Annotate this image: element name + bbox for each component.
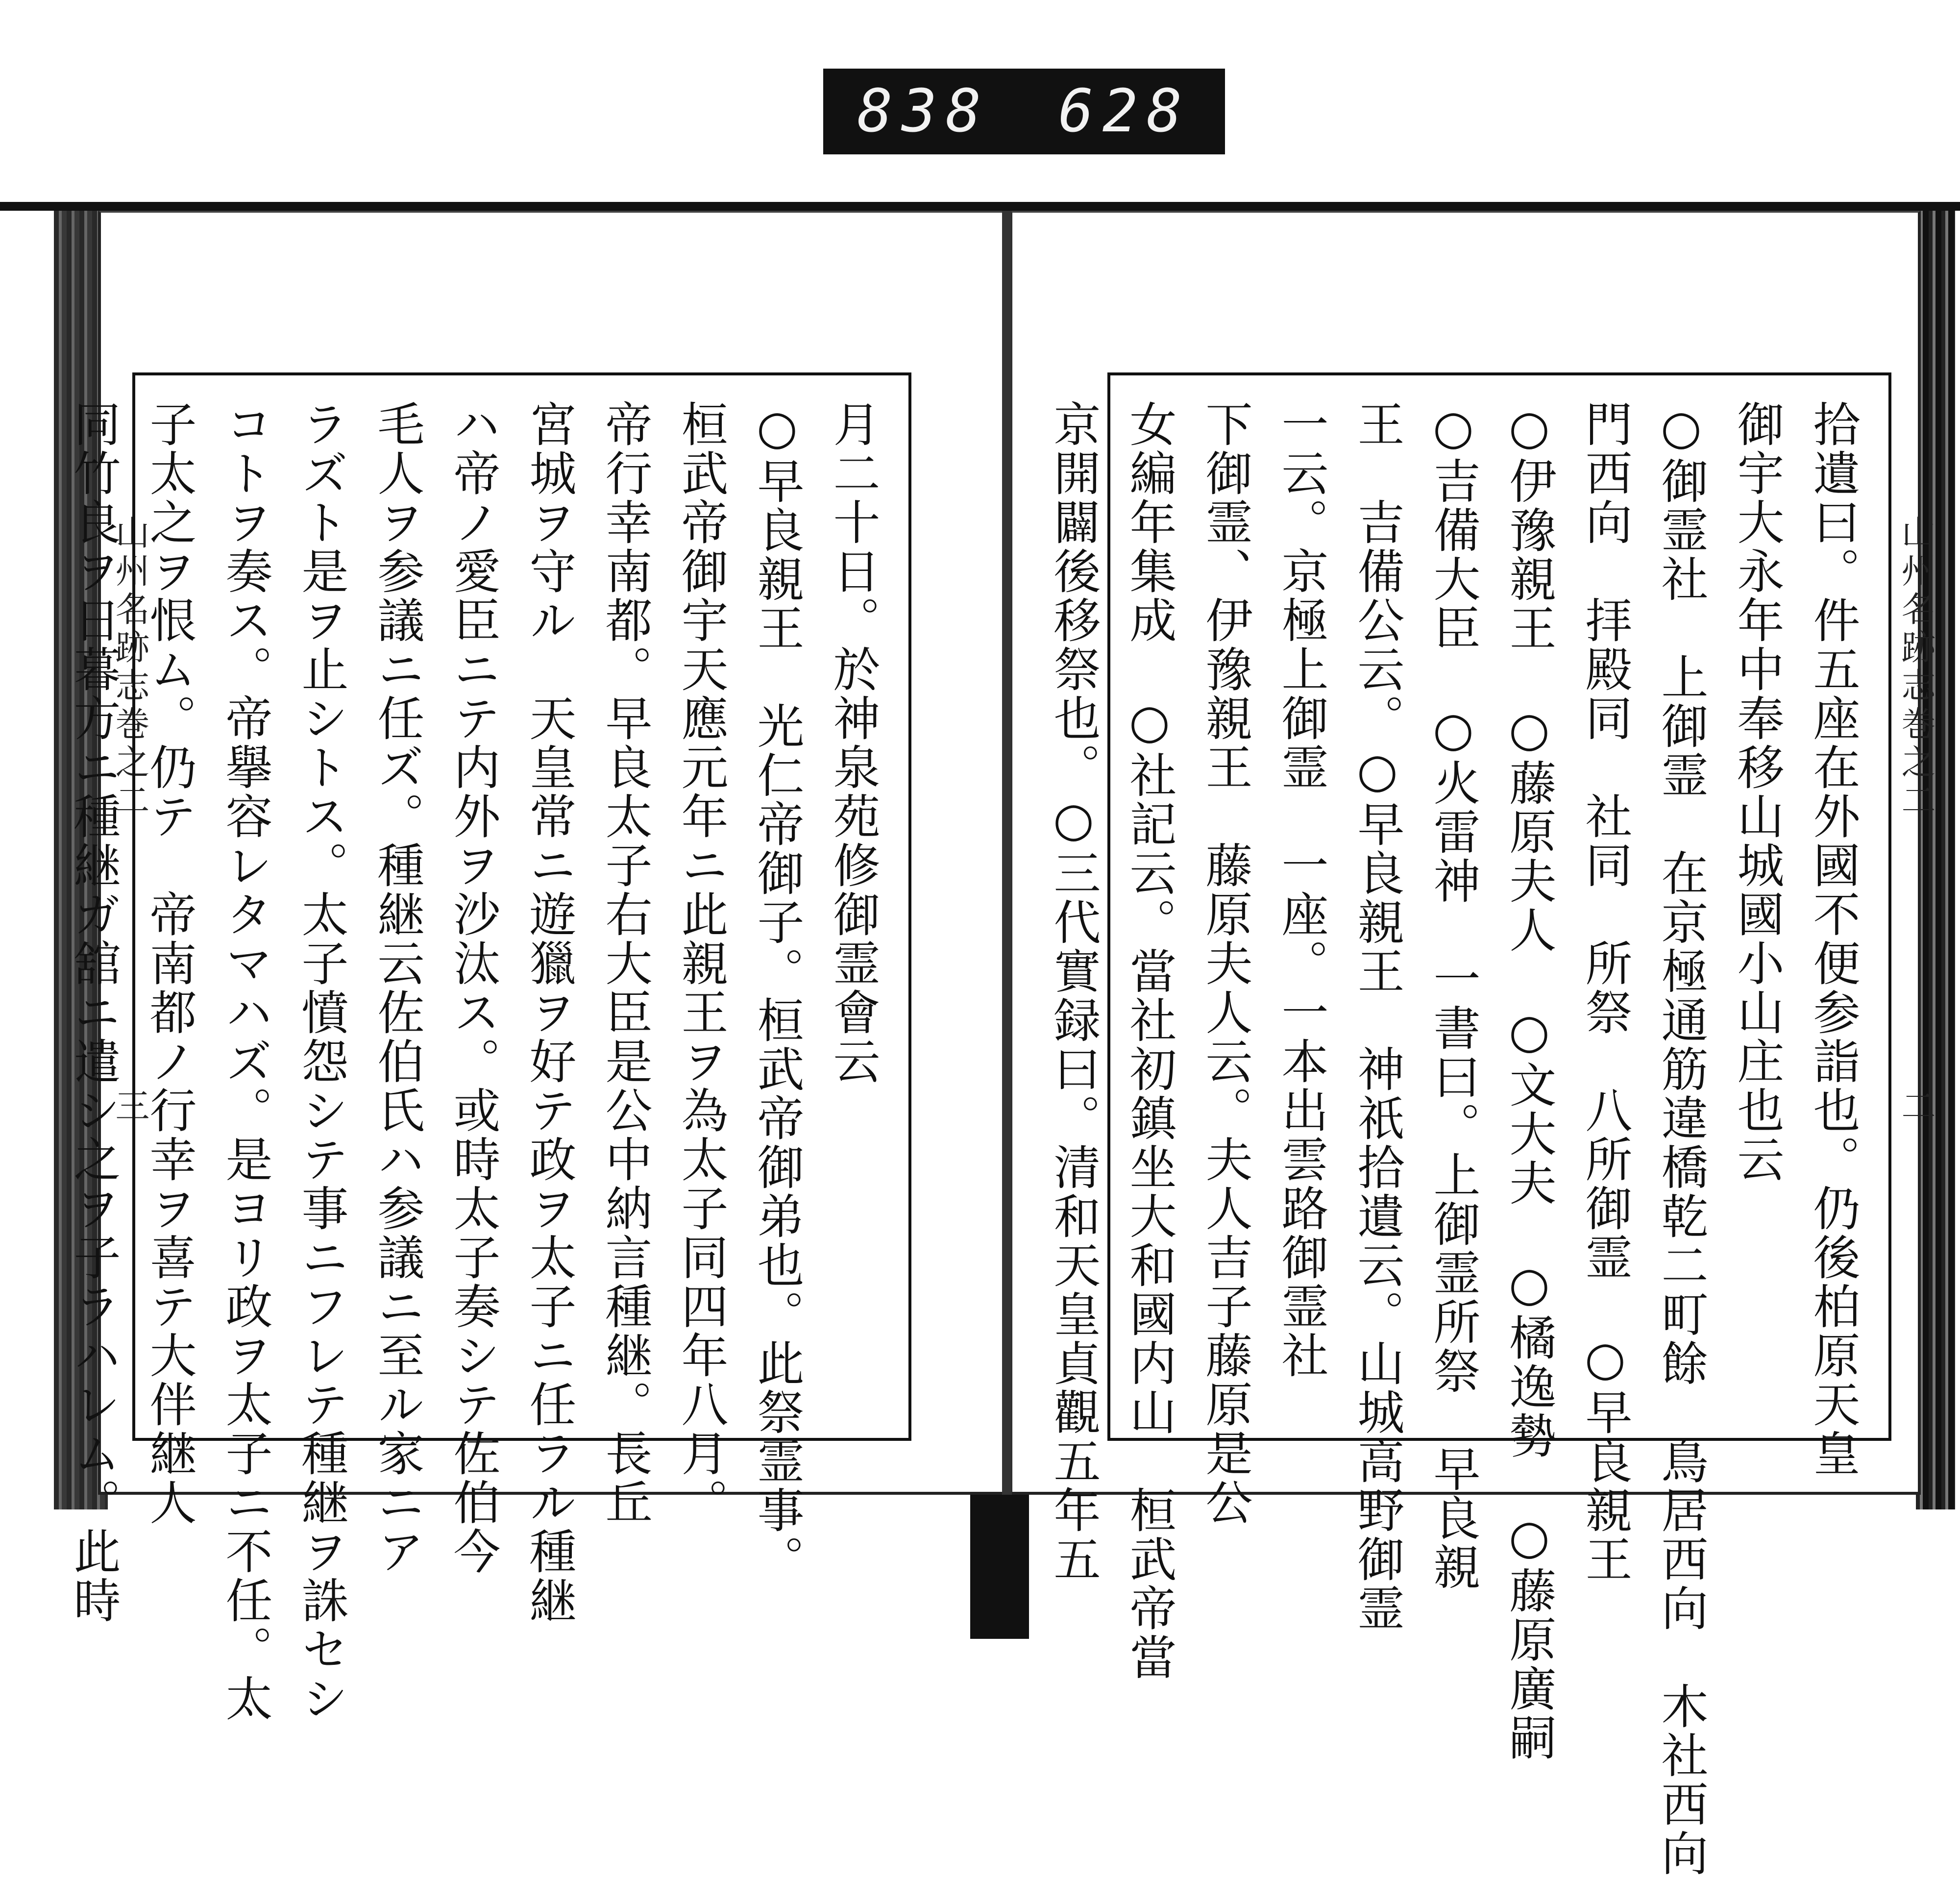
text-column: ラズト是ヲ止シトス。太子憤怨シテ事ニフレテ種継ヲ誅セシ [294,400,349,1723]
text-column: 桓武帝御宇天應元年ニ此親王ヲ為太子同四年八月。 [674,400,729,1527]
frame-right-number: 628 [1058,77,1191,146]
text-column: 拾遺曰。件五座在外國不便参詣也。仍後柏原天皇 [1806,400,1861,1478]
text-column: 王 吉備公云。○早良親王 神祇拾遺云。山城高野御霊 [1350,400,1405,1633]
binding-center [970,1495,1029,1639]
text-column: 御宇大永年中奉移山城國小山庄也云 [1730,400,1785,1184]
text-column: ○早良親王 光仁帝御子。桓武帝御弟也。此祭霊事。 [750,400,805,1584]
text-column: ○吉備大臣 ○火雷神 一書曰。上御霊所祭 早良親 [1426,400,1481,1592]
frame-number-label [823,69,1225,154]
text-column: 女編年集成 ○社記云。當社初鎮坐大和國内山 桓武帝當 [1122,400,1177,1682]
text-column: 宮城ヲ守ル 天皇常ニ遊獵ヲ好テ政ヲ太子ニ任ラル種継 [522,400,577,1625]
text-column: コトヲ奏ス。帝擧容レタマハズ。是ヨリ政ヲ太子ニ不任。太 [218,400,273,1723]
book-spine-right [1916,211,1955,1509]
text-column: 毛人ヲ参議ニ任ズ。種継云佐伯氏ハ参議ニ至ル家ニア [370,400,425,1576]
text-column: 子太之ヲ恨ム。仍テ 帝南都ノ行幸ヲ喜テ大伴継人 [142,400,197,1527]
left-running-head: 山州名跡志巻之二 [110,515,150,820]
text-column: 一云。京極上御霊 一座。一本出雲路御霊社 [1274,400,1329,1380]
text-column: 帝行幸南都。早良太子右大臣是公中納言種継。長丘 [598,400,653,1527]
scan-divider-line [0,202,1960,211]
text-column: 同竹良ヲ日暮方ニ種継ガ舘ニ遣シ之ヲ子ラハレム。此時 [66,400,121,1625]
right-page-text-block [1046,372,1891,1878]
text-column: ○伊豫親王 ○藤原夫人 ○文大夫 ○橘逸勢 ○藤原廣嗣 [1502,400,1557,1762]
left-page-number: 三 [110,1088,150,1122]
right-running-head: 山州名跡志巻之二 [1896,515,1936,820]
text-column: ハ帝ノ愛臣ニテ内外ヲ沙汰ス。或時太子奏シテ佐伯今 [446,400,501,1576]
text-column: 下御霊、伊豫親王 藤原夫人云。夫人吉子藤原是公 [1198,400,1253,1527]
frame-left-number: 838 [857,77,990,146]
page-gutter [1002,211,1012,1495]
text-column: 月二十日。於神泉苑修御霊會云 [826,400,881,1086]
right-page-number: 二 [1896,1088,1936,1122]
text-column: 京開闢後移祭也。○三代實録曰。清和天皇貞觀五年五 [1046,400,1101,1584]
text-column: ○御霊社 上御霊 在京極通筋違橋乾二町餘 鳥居西向 木社西向 [1654,400,1709,1878]
text-column: 門西向 拝殿同 社同 所祭 八所御霊 ○早良親王 [1578,400,1633,1584]
